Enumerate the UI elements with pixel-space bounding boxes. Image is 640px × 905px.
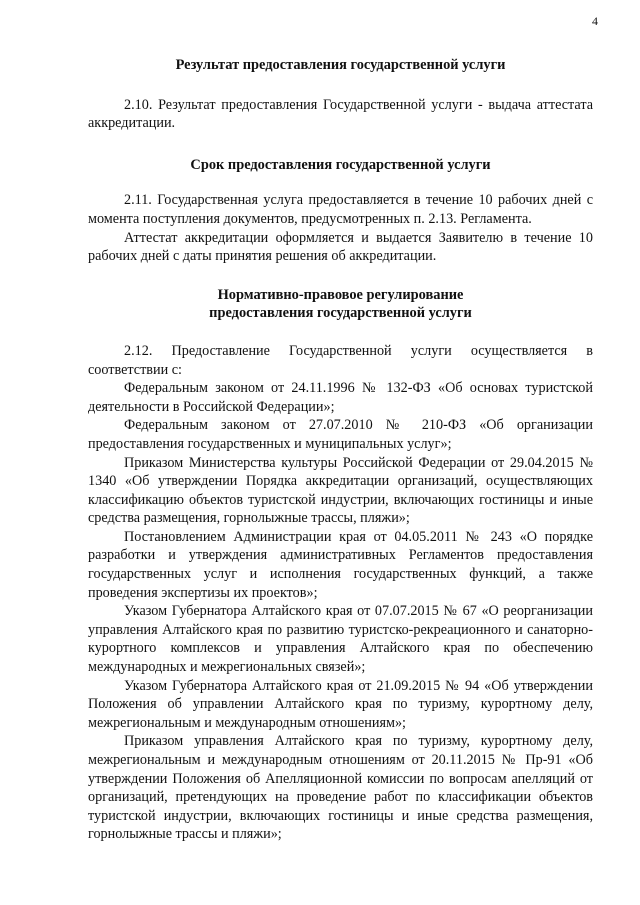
- section-heading-legal-line1: Нормативно-правовое регулирование: [217, 286, 464, 303]
- legal-act-resolution-243: Постановлением Администрации края от 04.05.2011 № 243 «О порядке разработки и утверждения административных Регламентов предоставления государственных услуг и исполнения государственных функций, а также проведения экспертизы их проектов»;: [88, 528, 593, 601]
- document-body: [88, 52, 593, 844]
- legal-act-federal-law-210: Федеральным законом от 27.07.2010 № 210-ФЗ «Об организации предоставления государственных и муниципальных услуг»;: [88, 417, 593, 452]
- paragraph-certificate-term: Аттестат аккредитации оформляется и выдается Заявителю в течение 10 рабочих дней с даты принятия решения об аккредитации.: [88, 229, 593, 265]
- section-heading-legal-line2: предоставления государственной услуги: [209, 305, 472, 322]
- legal-act-decree-67: Указом Губернатора Алтайского края от 07.07.2015 № 67 «О реорганизации управления Алтайского края по развитию туристско-рекреационного и санаторно-курортного комплексов и управления Алтайского края по обеспечению международных и межрегиональных связей»;: [88, 603, 593, 676]
- legal-act-order-pr-91: Приказом управления Алтайского края по туризму, курортному делу, межрегиональным и международным отношениям от 20.11.2015 № Пр-91 «Об утверждении Положения об Апелляционной комиссии по вопросам апелляций от организаций, претендующих на проведение работ по классификации объектов туристской индустрии, включающих гостиницы и иные средства размещения, горнолыжные трассы и пляжи»;: [88, 733, 593, 843]
- section-legal: [88, 286, 593, 844]
- legal-act-order-ministry-culture: Приказом Министерства культуры Российской Федерации от 29.04.2015 № 1340 «Об утверждении Порядка аккредитации организаций, осуществляющих классификацию объектов туристской индустрии, включающих гостиницы и иные средства размещения, горнолыжные трассы, пляжи»;: [88, 454, 593, 527]
- section-term: [88, 156, 593, 266]
- paragraph-2-11: 2.11. Государственная услуга предоставляется в течение 10 рабочих дней с момента поступления документов, предусмотренных п. 2.13. Регламента.: [88, 192, 593, 227]
- paragraph-2-12: 2.12. Предоставление Государственной услуги осуществляется в соответствии с:: [88, 342, 593, 378]
- section-heading-legal: [88, 286, 593, 323]
- paragraph-2-10: 2.10. Результат предоставления Государственной услуги - выдача аттестата аккредитации.: [88, 96, 593, 132]
- legal-act-federal-law-132: Федеральным законом от 24.11.1996 № 132-ФЗ «Об основах туристской деятельности в Российской Федерации»;: [88, 380, 593, 415]
- page-number: 4: [592, 14, 598, 28]
- legal-act-decree-94: Указом Губернатора Алтайского края от 21.09.2015 № 94 «Об утверждении Положения об управлении Алтайского края по туризму, курортному делу, межрегиональным и международным отношениям»;: [88, 677, 593, 731]
- section-heading-result: Результат предоставления государственной услуги: [175, 57, 506, 73]
- section-heading-term: Срок предоставления государственной услуги: [190, 156, 491, 173]
- section-result: [88, 56, 593, 133]
